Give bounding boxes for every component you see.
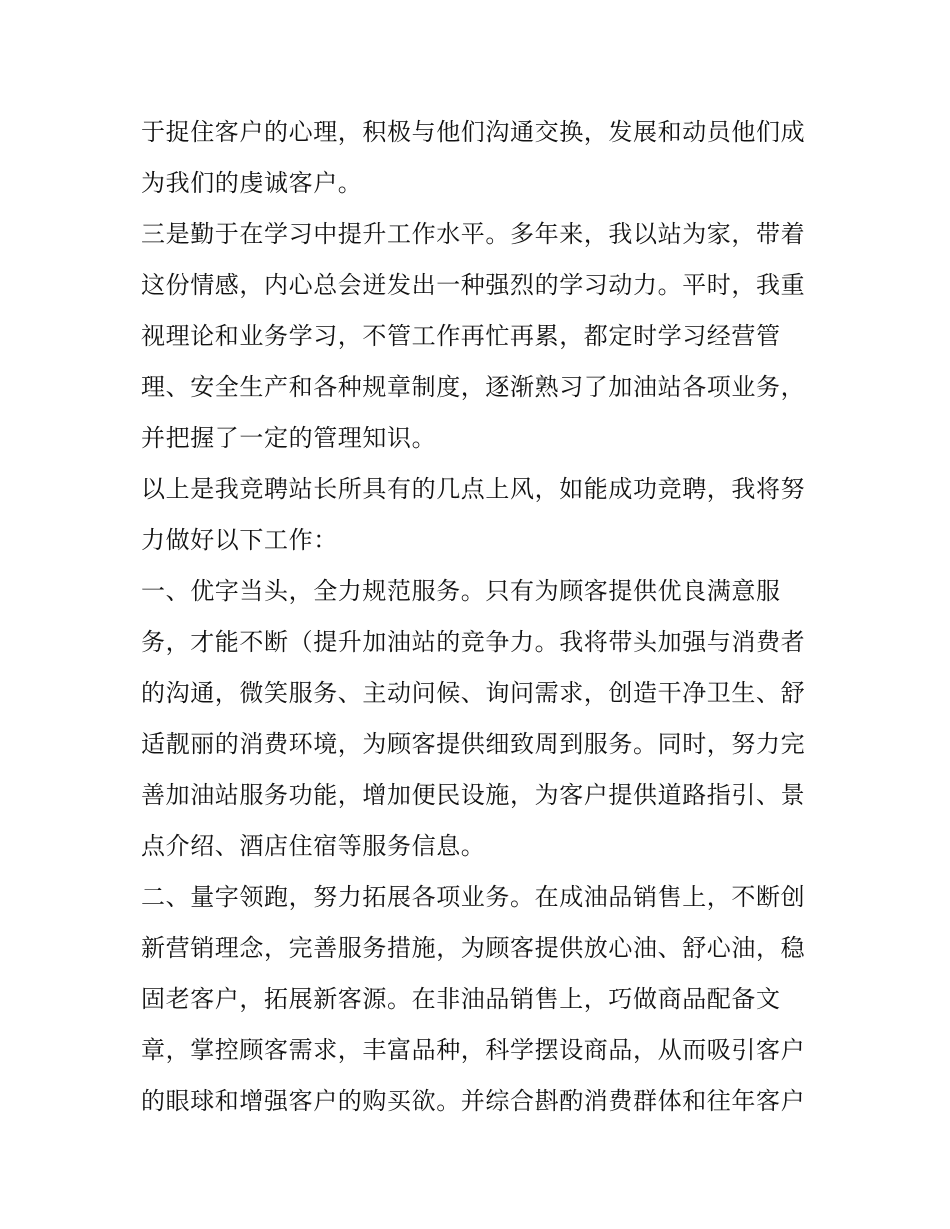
text-line: 理、安全生产和各种规章制度，逐渐熟习了加油站各项业务， [141,373,806,401]
text-line: 务，才能不断（提升加油站的竞争力。我将带头加强与消费者 [141,628,806,656]
document-body [141,107,816,1127]
text-line: 二、量字领跑，努力拓展各项业务。在成油品销售上，不断创 [141,883,806,911]
text-line: 的眼球和增强客户的购买欲。并综合斟酌消费群体和往年客户 [141,1087,806,1115]
text-line: 以上是我竞聘站长所具有的几点上风，如能成功竞聘，我将努 [141,475,806,503]
text-line: 点介绍、酒店住宿等服务信息。 [141,832,486,860]
text-line: 为我们的虔诚客户。 [141,169,363,197]
text-line: 力做好以下工作： [141,526,338,554]
text-line: 于捉住客户的心理，积极与他们沟通交换，发展和动员他们成 [141,118,806,146]
text-line: 章，掌控顾客需求，丰富品种，科学摆设商品，从而吸引客户 [141,1036,806,1064]
text-line: 善加油站服务功能，增加便民设施，为客户提供道路指引、景 [141,781,806,809]
text-line: 三是勤于在学习中提升工作水平。多年来，我以站为家，带着 [141,220,806,248]
text-line: 适靓丽的消费环境，为顾客提供细致周到服务。同时，努力完 [141,730,806,758]
text-line: 并把握了一定的管理知识。 [141,424,437,452]
text-line: 这份情感，内心总会迸发出一种强烈的学习动力。平时，我重 [141,271,806,299]
text-line: 固老客户，拓展新客源。在非油品销售上，巧做商品配备文 [141,985,781,1013]
text-line: 视理论和业务学习，不管工作再忙再累，都定时学习经营管 [141,322,781,350]
text-line: 一、优字当头，全力规范服务。只有为顾客提供优良满意服 [141,577,781,605]
text-line: 的沟通，微笑服务、主动问候、询问需求，创造干净卫生、舒 [141,679,806,707]
text-line: 新营销理念，完善服务措施，为顾客提供放心油、舒心油，稳 [141,934,806,962]
